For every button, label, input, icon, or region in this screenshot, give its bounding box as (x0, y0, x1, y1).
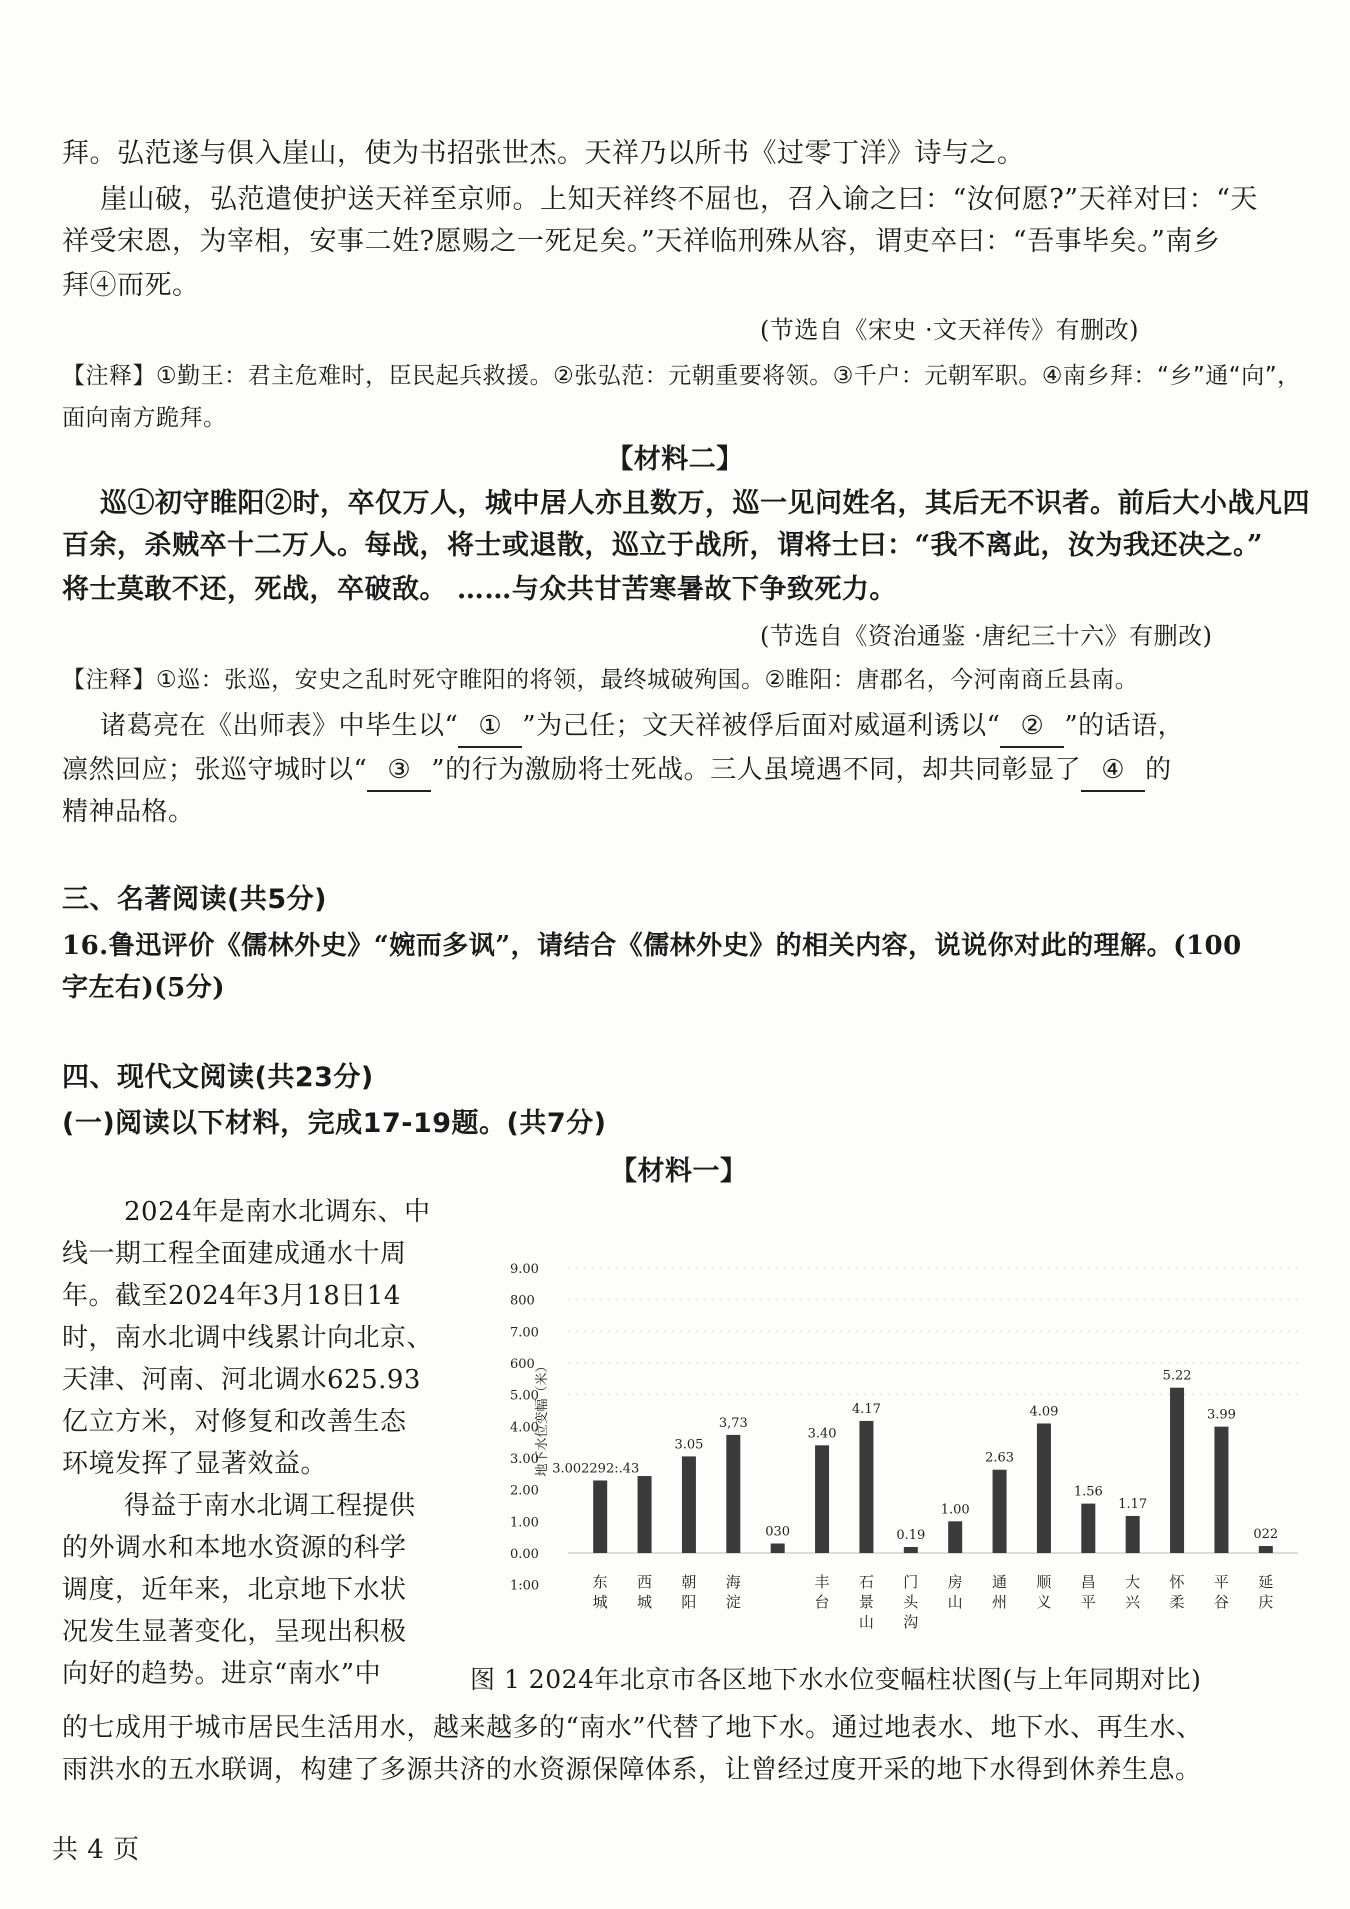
material-heading: 【材料二】 (606, 444, 744, 475)
data-label: 3.99 (1206, 1407, 1236, 1423)
data-label: 5.22 (1162, 1368, 1192, 1384)
data-label: 1.00 (940, 1502, 970, 1518)
fill-in-question (100, 706, 1184, 748)
passage-line: 线一期工程全面建成通水十周 (62, 1239, 407, 1269)
bar (1259, 1546, 1273, 1553)
category-label: 景 (858, 1593, 874, 1611)
data-label: 1.56 (1073, 1484, 1103, 1500)
y-tick-label: 5.00 (510, 1388, 539, 1404)
passage-line: 调度，近年来，北京地下水状 (62, 1575, 407, 1605)
category-label: 柔 (1169, 1593, 1185, 1611)
section-title: 三、名著阅读(共5分) (62, 884, 327, 915)
data-label: 1.17 (1118, 1496, 1148, 1512)
passage-line: 况发生显著变化，呈现出积极 (62, 1617, 407, 1647)
category-label: 淀 (725, 1593, 741, 1611)
fill-in-question: 精神品格。 (62, 797, 195, 827)
bar (771, 1544, 785, 1554)
question-text: 的 (1145, 755, 1172, 785)
bar (859, 1421, 873, 1553)
category-label: 山 (947, 1593, 963, 1611)
bar (682, 1456, 696, 1553)
category-label: 平 (1213, 1573, 1229, 1591)
bar (904, 1547, 918, 1553)
fill-in-question (62, 750, 1172, 792)
category-label: 谷 (1213, 1593, 1229, 1611)
passage-line: 将士莫敢不还，死战，卒破敌。 ……与众共甘苦寒暑故下争致死力。 (62, 574, 897, 605)
answer-blank-3[interactable]: ③ (367, 750, 431, 792)
figure-caption: 图 1 2024年北京市各区地下水水位变幅柱状图(与上年同期对比) (470, 1665, 1202, 1694)
data-label: 2.63 (985, 1450, 1015, 1466)
category-label: 沟 (903, 1613, 919, 1631)
passage-line: 时，南水北调中线累计向北京、 (62, 1323, 434, 1353)
category-label: 头 (903, 1593, 919, 1611)
chart-svg (498, 1218, 1328, 1658)
question-text: 凛然回应；张巡守城时以“ (62, 755, 368, 785)
question-text: ”的行为激励将士死战。三人虽境遇不同，却共同彰显了 (431, 755, 1082, 785)
material-heading: 【材料一】 (610, 1156, 748, 1187)
passage-line: 天津、河南、河北调水625.93 (62, 1365, 421, 1395)
page-footer: 共 4 页 (52, 1835, 140, 1865)
category-label: 昌 (1080, 1573, 1096, 1591)
category-label: 台 (814, 1593, 830, 1611)
question-16: 16.鲁迅评价《儒林外史》“婉而多讽”，请结合《儒林外史》的相关内容，说说你对此的理解。(100 (62, 931, 1242, 961)
category-label: 东 (592, 1573, 608, 1591)
bar (1081, 1504, 1095, 1553)
passage-line: 拜。弘范遂与俱入崖山，使为书招张世杰。天祥乃以所书《过零丁洋》诗与之。 (62, 138, 1025, 169)
bar (593, 1480, 607, 1553)
data-label: 030 (765, 1524, 791, 1540)
data-label: 4.17 (851, 1401, 881, 1417)
category-label: 阳 (681, 1593, 697, 1611)
passage-line: 2024年是南水北调东、中 (124, 1197, 431, 1227)
y-tick-label: 800 (510, 1293, 535, 1309)
passage-line: 百余，杀贼卒十二万人。每战，将士或退散，巡立于战所，谓将士曰：“我不离此，汝为我还决之。” (62, 530, 1264, 561)
data-label: 3.40 (807, 1426, 837, 1442)
category-label: 延 (1258, 1573, 1274, 1591)
passage-line: 拜④而死。 (62, 270, 200, 301)
passage-line: 向好的趋势。进京“南水”中 (62, 1659, 382, 1689)
data-label: 3.05 (674, 1437, 704, 1453)
category-label: 丰 (814, 1573, 830, 1591)
bar (638, 1476, 652, 1553)
answer-blank-1[interactable]: ① (458, 706, 522, 748)
data-label: 022 (1253, 1527, 1279, 1543)
category-label: 庆 (1258, 1593, 1274, 1611)
passage-line: 亿立方米，对修复和改善生态 (62, 1407, 407, 1437)
category-label: 城 (637, 1593, 653, 1611)
question-16: 字左右)(5分) (62, 973, 225, 1003)
y-tick-label: 0.00 (510, 1547, 539, 1562)
category-label: 怀 (1169, 1573, 1185, 1591)
category-label: 西 (637, 1573, 653, 1591)
data-label: 3.002292:.43 (552, 1461, 640, 1477)
source-citation: (节选自《资治通鉴 ·唐纪三十六》有删改) (760, 622, 1213, 650)
bar (726, 1435, 740, 1553)
category-label: 通 (992, 1573, 1008, 1591)
category-label: 朝 (681, 1573, 697, 1591)
bar (815, 1445, 829, 1553)
data-label: 4.09 (1029, 1404, 1059, 1420)
passage-line: 雨洪水的五水联调，构建了多源共济的水资源保障体系，让曾经过度开采的地下水得到休养生息。 (62, 1755, 1202, 1785)
annotation-note: 面向南方跪拜。 (62, 405, 227, 431)
passage-line: 环境发挥了显著效益。 (62, 1449, 328, 1479)
y-tick-label: 2.00 (510, 1483, 539, 1499)
bar (1126, 1516, 1140, 1553)
subsection-title: (一)阅读以下材料，完成17-19题。(共7分) (62, 1108, 607, 1139)
passage-line: 得益于南水北调工程提供 (124, 1491, 416, 1521)
y-axis-label: 地下水位变幅（米） (535, 1359, 550, 1477)
annotation-note: 【注释】①勤王：君主危难时，臣民起兵救援。②张弘范：元朝重要将领。③千户：元朝军职。④南乡拜：“乡”通“向”， (62, 363, 1301, 389)
y-tick-label: 9.00 (510, 1262, 539, 1277)
category-label: 山 (858, 1613, 874, 1631)
bar (948, 1521, 962, 1553)
category-label: 平 (1080, 1593, 1096, 1611)
y-tick-label: 4.00 (510, 1420, 539, 1436)
category-label: 大 (1125, 1573, 1141, 1591)
y-tick-label: 3.00 (510, 1452, 539, 1467)
water-level-bar-chart (498, 1218, 1328, 1658)
data-label: 0.19 (896, 1527, 926, 1543)
y-tick-label: 7.00 (510, 1325, 539, 1341)
category-label: 兴 (1125, 1593, 1141, 1611)
question-text: ”的话语， (1064, 711, 1185, 741)
y-tick-label: 1:00 (510, 1578, 540, 1594)
y-tick-label: 600 (510, 1357, 535, 1372)
passage-line: 的七成用于城市居民生活用水，越来越多的“南水”代替了地下水。通过地表水、地下水、再生水、 (62, 1713, 1203, 1743)
passage-line: 祥受宋恩，为宰相，安事二姓?愿赐之一死足矣。”天祥临刑殊从容，谓吏卒曰：“吾事毕矣。”南乡 (62, 226, 1221, 257)
category-label: 门 (903, 1573, 919, 1591)
category-label: 州 (992, 1593, 1008, 1611)
bar (1214, 1427, 1228, 1553)
passage-line: 巡①初守睢阳②时，卒仅万人，城中居人亦且数万，巡一见问姓名，其后无不识者。前后大小战凡四 (100, 488, 1310, 519)
question-text: ”为己任；文天祥被俘后面对威逼利诱以“ (522, 711, 1001, 741)
category-label: 城 (592, 1593, 608, 1611)
section-title: 四、现代文阅读(共23分) (62, 1062, 374, 1093)
annotation-note: 【注释】①巡：张巡，安史之乱时死守睢阳的将领，最终城破殉国。②睢阳：唐郡名，今河南商丘县南。 (62, 667, 1139, 693)
category-label: 石 (858, 1573, 874, 1591)
answer-blank-4[interactable]: ④ (1081, 750, 1145, 792)
bar (1170, 1388, 1184, 1553)
source-citation: (节选自《宋史 ·文天祥传》有删改) (760, 316, 1139, 344)
category-label: 房 (947, 1573, 963, 1591)
data-label: 3,73 (718, 1415, 748, 1431)
answer-blank-2[interactable]: ② (1000, 706, 1064, 748)
bar (993, 1470, 1007, 1553)
question-text: 诸葛亮在《出师表》中毕生以“ (100, 711, 459, 741)
y-tick-label: 1.00 (510, 1515, 539, 1531)
category-label: 顺 (1036, 1573, 1052, 1591)
passage-line: 年。截至2024年3月18日14 (62, 1281, 401, 1311)
category-label: 义 (1036, 1593, 1052, 1611)
passage-line: 崖山破，弘范遣使护送天祥至京师。上知天祥终不屈也，召入谕之曰：“汝何愿?”天祥对曰：“天 (100, 184, 1258, 215)
bar (1037, 1423, 1051, 1553)
passage-line: 的外调水和本地水资源的科学 (62, 1533, 407, 1563)
category-label: 海 (725, 1573, 741, 1591)
